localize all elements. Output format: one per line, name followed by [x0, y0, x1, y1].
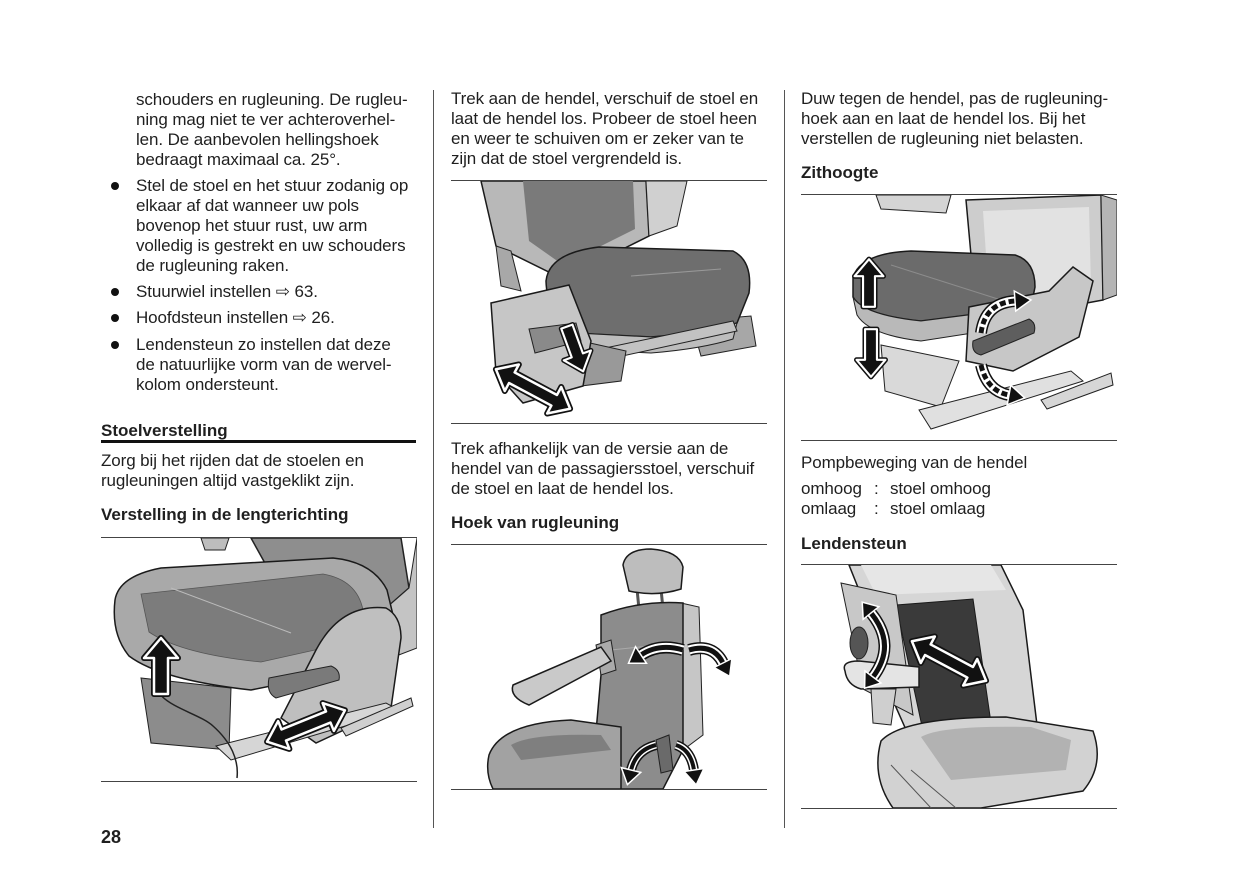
down-arrow-icon: [857, 329, 886, 377]
text-line: Stuurwiel instellen ⇨ 63.: [136, 282, 318, 301]
bullet-marker: [111, 341, 119, 349]
seat-backrest-side: [681, 603, 703, 750]
pump-row-value: stoel omhoog: [890, 479, 991, 498]
seat-backrest-side: [1101, 195, 1117, 300]
subheading: [451, 513, 619, 533]
text-line: en weer te schuiven om er zeker van te: [451, 129, 744, 148]
pump-description: [801, 453, 1027, 473]
figure-bottom-rule: [101, 781, 417, 782]
seat-height-illustration: [801, 195, 1117, 440]
passenger-paragraph: [451, 439, 754, 499]
text-line: de natuurlijke vorm van de wervel-: [136, 355, 392, 374]
lever-right-arrow-icon: [676, 745, 704, 785]
text-line: kolom ondersteunt.: [136, 375, 279, 394]
bullet-item: [101, 176, 408, 276]
page-number: [101, 827, 121, 848]
text-line: Hoofdsteun instellen ⇨ 26.: [136, 308, 335, 327]
text-line: de rugleuning raken.: [136, 256, 290, 275]
pump-table: [801, 479, 1117, 519]
pump-row-value: stoel omlaag: [890, 499, 986, 518]
column-divider: [784, 90, 785, 828]
pump-row-separator: :: [874, 499, 879, 518]
text-line: schouders en rugleuning. De rugleu-: [136, 90, 408, 109]
figure-longitudinal-adjustment: [101, 538, 417, 781]
pump-row: [801, 479, 1117, 499]
bullet-marker: [111, 182, 119, 190]
text-line: rugleuningen altijd vastgeklikt zijn.: [101, 471, 355, 490]
figure-bottom-rule: [451, 789, 767, 790]
section-heading: [101, 421, 228, 441]
text-line: Trek afhankelijk van de versie aan de: [451, 439, 729, 458]
text-line: Pompbeweging van de hendel: [801, 453, 1028, 472]
seat-backrest-top: [861, 565, 1006, 595]
subheading-text: Verstelling in de lengterichting: [101, 505, 349, 524]
figure-bottom-rule: [451, 423, 767, 424]
lumbar-knob: [850, 627, 868, 659]
section-heading-rule: [101, 440, 416, 443]
figure-bottom-rule: [801, 808, 1117, 809]
armrest-support: [871, 689, 896, 725]
subheading: [801, 163, 878, 183]
text-line: ning mag niet te ver achteroverhel-: [136, 110, 396, 129]
text-line: de stoel en laat de hendel los.: [451, 479, 674, 498]
text-line: Lendensteun zo instellen dat deze: [136, 335, 391, 354]
seat-longitudinal-adjustment-illustration: [101, 538, 417, 781]
text-line: Trek aan de hendel, verschuif de stoel en: [451, 89, 759, 108]
bullet-marker: [111, 314, 119, 322]
figure-lumbar-support: [801, 565, 1117, 808]
text-line: verstellen de rugleuning niet belasten.: [801, 129, 1084, 148]
pump-row-label: omlaag: [801, 499, 857, 518]
text-line: zijn dat de stoel vergrendeld is.: [451, 149, 683, 168]
text-line: bedraagt maximaal ca. 25°.: [136, 150, 341, 169]
bullet-item: [101, 335, 392, 395]
subheading: [101, 505, 349, 525]
headrest: [876, 195, 951, 213]
seat-frame: [646, 181, 687, 236]
text-line: Zorg bij het rijden dat de stoelen en: [101, 451, 364, 470]
section-paragraph: [101, 451, 364, 491]
headrest: [623, 549, 683, 594]
figure-bottom-rule: [801, 440, 1117, 441]
pump-row-separator: :: [874, 479, 879, 498]
text-line: volledig is gestrekt en uw schouders: [136, 236, 406, 255]
text-line: Duw tegen de hendel, pas de rugleuning-: [801, 89, 1109, 108]
bullet-marker: [111, 288, 119, 296]
text-line: bovenop het stuur rust, uw arm: [136, 216, 368, 235]
backrest-angle-illustration: [451, 545, 767, 789]
text-line: laat de hendel los. Probeer de stoel heen: [451, 109, 757, 128]
subheading: [801, 534, 907, 554]
subheading-text: Lendensteun: [801, 534, 907, 553]
text-line: len. De aanbevolen hellingshoek: [136, 130, 379, 149]
figure-seat-height: [801, 195, 1117, 440]
pump-row: [801, 499, 1117, 519]
subheading-text: Hoek van rugleuning: [451, 513, 620, 532]
seat-frame: [881, 345, 959, 407]
bullet-item-headrest-link[interactable]: [101, 308, 335, 328]
bullet-item-steering-wheel-link[interactable]: [101, 282, 318, 302]
figure-backrest-angle: [451, 545, 767, 789]
col2-intro-paragraph: [451, 89, 758, 169]
lumbar-support-illustration: [801, 565, 1117, 808]
section-heading-text: Stoelverstelling: [101, 421, 228, 440]
col3-intro-paragraph: [801, 89, 1108, 149]
passenger-seat-adjustment-illustration: [451, 181, 767, 423]
text-line: hendel van de passagiersstoel, verschuif: [451, 459, 755, 478]
col1-intro-paragraph: [136, 90, 408, 170]
text-line: Stel de stoel en het stuur zodanig op: [136, 176, 409, 195]
headrest-guide: [201, 538, 229, 550]
pump-row-label: omhoog: [801, 479, 862, 498]
armrest: [512, 647, 611, 705]
text-line: elkaar af dat wanneer uw pols: [136, 196, 359, 215]
text-line: hoek aan en laat de hendel los. Bij het: [801, 109, 1086, 128]
page-number-text: 28: [101, 827, 122, 847]
column-divider: [433, 90, 434, 828]
subheading-text: Zithoogte: [801, 163, 879, 182]
figure-passenger-seat-adjustment: [451, 181, 767, 423]
